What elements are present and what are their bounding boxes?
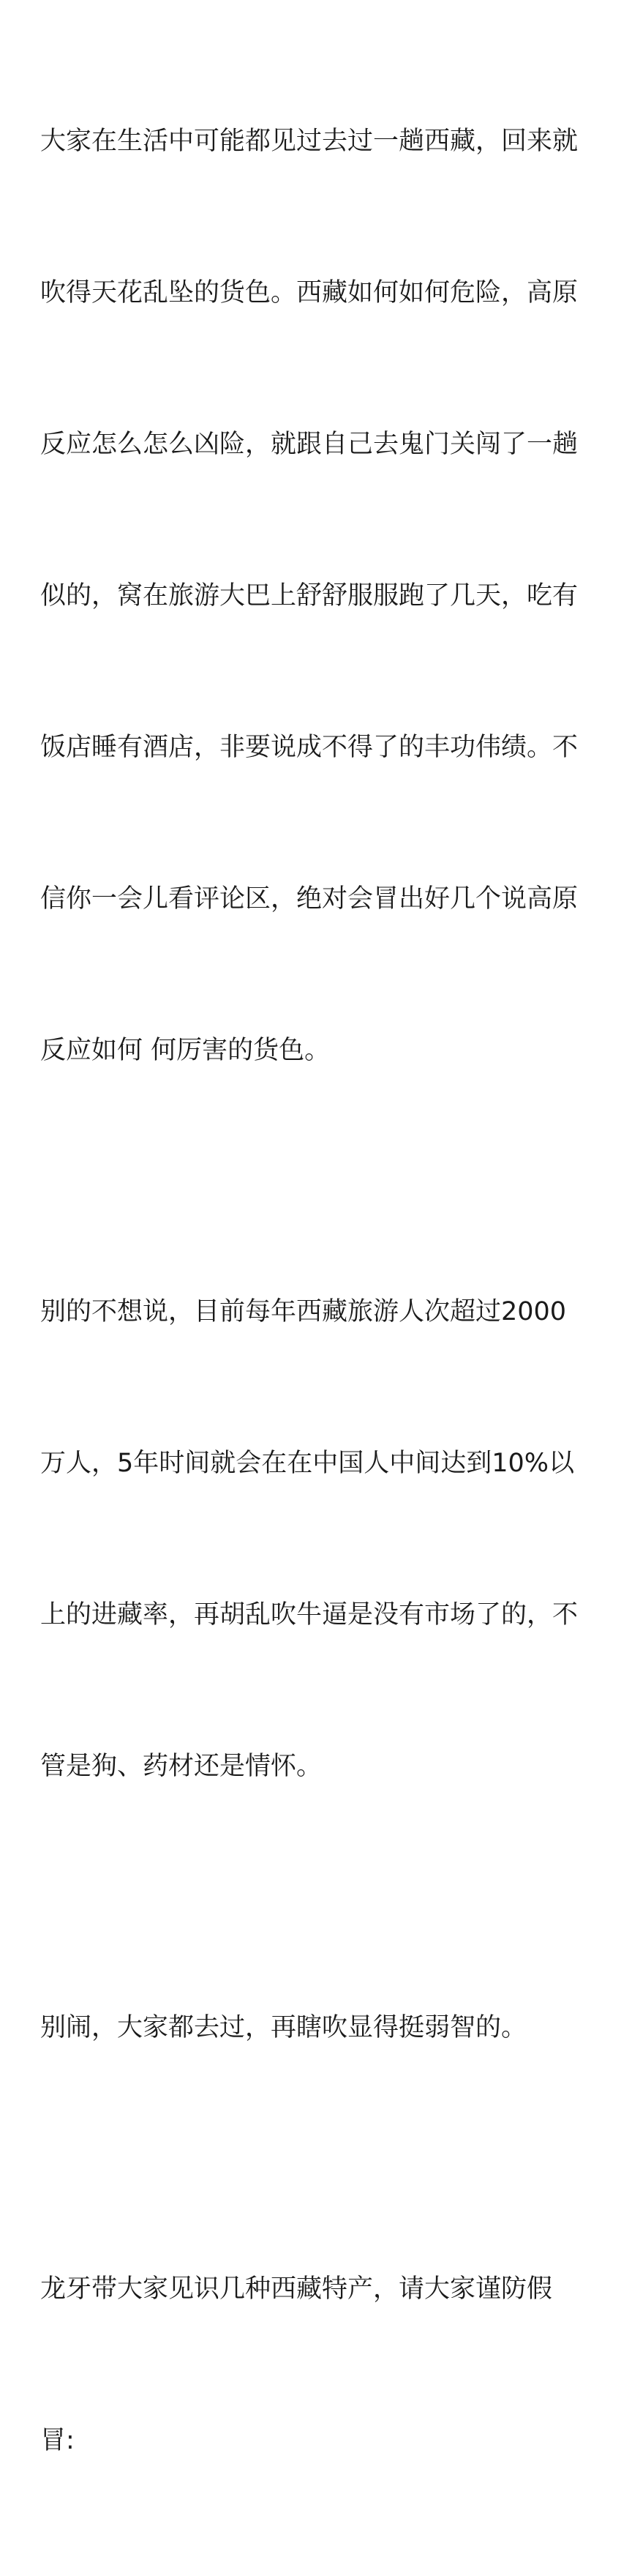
text-line: 吹得天花乱坠的货色。西藏如何如何危险，高原 [40,278,579,307]
text-line: 反应如何 何厉害的货色。 [40,1036,331,1065]
text-line: 龙牙带大家见识几种西藏特产，请大家谨防假 [40,2274,553,2304]
text-line: 管是狗、药材还是情怀。 [40,1752,323,1781]
paragraph-1 [40,15,596,1177]
text-line: 信你一会儿看评论区，绝对会冒出好几个说高原 [40,884,579,914]
article-body [40,15,596,2576]
text-line: 似的，窝在旅游大巴上舒舒服服跑了几天，吃有 [40,581,579,611]
text-line: 反应怎么怎么凶险，就跟自己去鬼门关闯了一趟 [40,430,579,459]
text-line: 别闹，大家都去过，再瞎吹显得挺弱智的。 [40,2013,527,2042]
paragraph-2 [40,1186,596,1893]
paragraph-4 [40,2163,596,2567]
text-line: 大家在生活中可能都见过去过一趟西藏，回来就 [40,127,579,156]
text-line: 冒: [40,2426,75,2455]
text-line: 别的不想说，目前每年西藏旅游人次超过2000 [40,1297,567,1326]
text-line: 万人，5年时间就会在在中国人中间达到10%以 [40,1449,575,1478]
text-line: 上的进藏率，再胡乱吹牛逼是没有市场了的，不 [40,1600,579,1629]
paragraph-3 [40,1902,596,2154]
text-line: 饭店睡有酒店，非要说成不得了的丰功伟绩。不 [40,733,579,762]
